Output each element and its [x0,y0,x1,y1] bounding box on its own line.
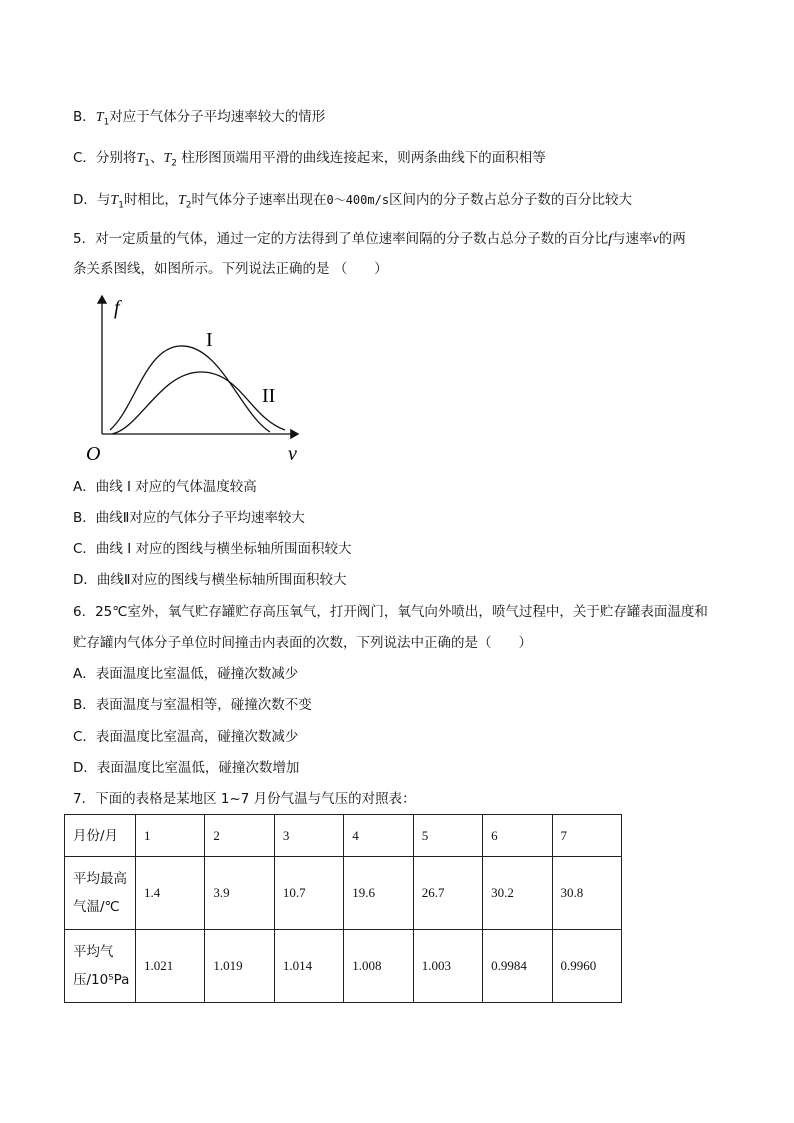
temp-cell: 1.4 [136,857,205,930]
month-cell: 3 [274,815,343,857]
q6-option-d: D．表面温度比室温低，碰撞次数增加 [73,760,300,776]
q6-option-b: B．表面温度与室温相等，碰撞次数不变 [73,697,312,713]
row-label-temperature: 平均最高气温/℃ [65,857,136,930]
table-row-months [65,815,622,857]
temp-cell: 30.2 [483,857,552,930]
q6-stem-line2: 贮存罐内气体分子单位时间撞击内表面的次数，下列说法中正确的是（ ） [73,635,532,651]
q6-option-a: A．表面温度比室温低，碰撞次数减少 [73,666,299,682]
curve-ii [112,372,285,434]
temp-cell: 3.9 [205,857,274,930]
temp-cell: 10.7 [274,857,343,930]
month-cell: 6 [483,815,552,857]
table-row-temperature [65,857,622,930]
pressure-cell: 1.019 [205,930,274,1003]
q5-option-d: D．曲线Ⅱ对应的图线与横坐标轴所围面积较大 [73,572,347,588]
q4-option-b: B．$T_1$对应于气体分子平均速率较大的情形 [73,109,326,128]
q5-option-c: C．曲线 I 对应的图线与横坐标轴所围面积较大 [73,541,352,557]
month-cell: 2 [205,815,274,857]
q6-stem-line1: 6．25℃室外，氧气贮存罐贮存高压氧气，打开阀门，氧气向外喷出，喷气过程中，关于贮存罐表面温度和 [73,604,708,620]
pressure-cell: 1.021 [136,930,205,1003]
q4-option-c: C．分别将$T_1$、$T_2$ 柱形图顶端用平滑的曲线连接起来，则两条曲线下的面积相等 [73,150,546,169]
q7-data-table [64,814,622,1003]
origin-label: O [86,443,101,465]
q5-option-b: B．曲线Ⅱ对应的气体分子平均速率较大 [73,510,305,526]
q7-stem: 7．下面的表格是某地区 1~7 月份气温与气压的对照表： [73,791,416,807]
temp-cell: 30.8 [552,857,621,930]
q6-option-c: C．表面温度比室温高，碰撞次数减少 [73,729,299,745]
q4-option-d: D．与$T_1$时相比，$T_2$时气体分子速率出现在0～400m/s区间内的分子数占总分子数的百分比较大 [73,192,633,211]
table-row-pressure [65,930,622,1003]
pressure-cell: 1.014 [274,930,343,1003]
month-cell: 4 [344,815,413,857]
temp-cell: 19.6 [344,857,413,930]
pressure-cell: 0.9984 [483,930,552,1003]
row-label-pressure: 平均气压/10⁵Pa [65,930,136,1003]
month-cell: 5 [413,815,482,857]
q5-stem-line2: 条关系图线，如图所示。下列说法正确的是 （ ） [73,261,388,277]
pressure-cell: 1.003 [413,930,482,1003]
temp-cell: 26.7 [413,857,482,930]
pressure-cell: 0.9960 [552,930,621,1003]
q5-stem-line1: 5．对一定质量的气体，通过一定的方法得到了单位速率间隔的分子数占总分子数的百分比f与速率v的两 [73,231,686,247]
q5-option-a: A．曲线 I 对应的气体温度较高 [73,479,257,495]
curve-ii-label: II [262,385,276,407]
month-cell: 1 [136,815,205,857]
curve-i-label: I [206,329,213,351]
row-label-months: 月份/月 [65,815,136,857]
y-axis-label: f [114,297,120,319]
x-axis-label: v [288,443,297,465]
pressure-cell: 1.008 [344,930,413,1003]
q5-figure-f-v-graph [80,288,310,468]
month-cell: 7 [552,815,621,857]
